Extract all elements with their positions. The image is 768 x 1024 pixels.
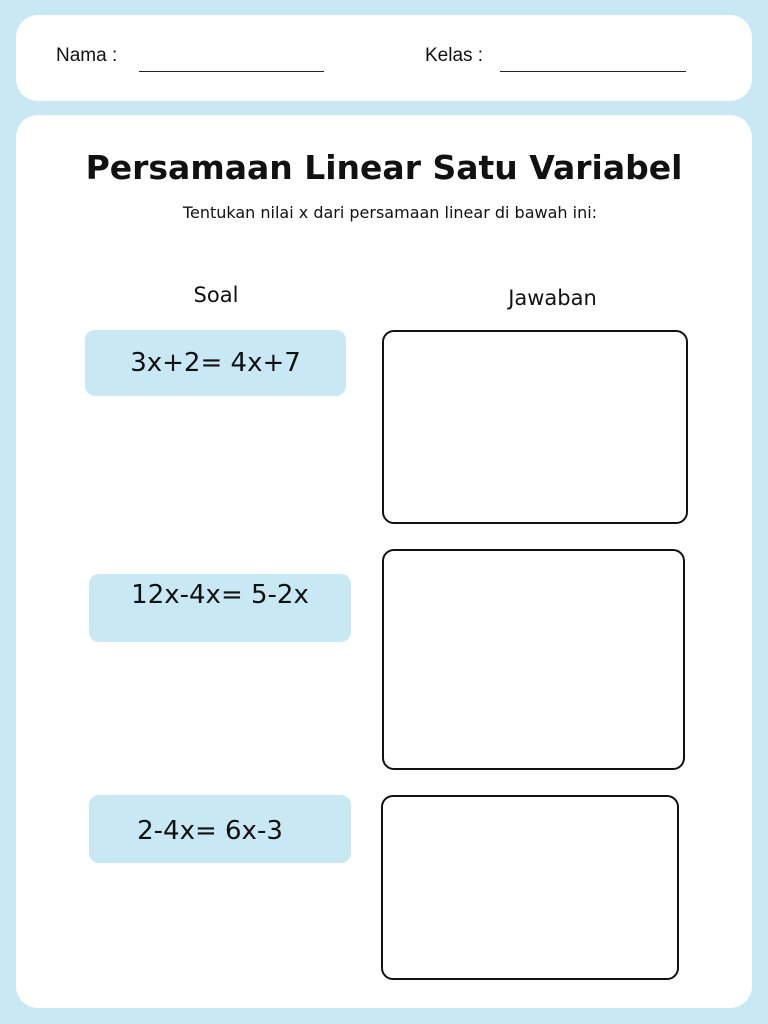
name-label: Nama : (56, 45, 118, 66)
answer-column-header: Jawaban (508, 286, 597, 310)
question-2: 12x-4x= 5-2x (89, 574, 351, 642)
header-card (16, 15, 752, 101)
answer-box-1[interactable] (382, 330, 688, 524)
question-column-header: Soal (193, 283, 239, 307)
worksheet-instruction: Tentukan nilai x dari persamaan linear di bawah ini: (182, 203, 598, 222)
answer-box-3[interactable] (381, 795, 679, 980)
worksheet-title: Persamaan Linear Satu Variabel (85, 148, 683, 187)
class-field[interactable] (500, 71, 686, 72)
name-field[interactable] (139, 71, 324, 72)
class-label: Kelas : (425, 45, 484, 66)
question-1: 3x+2= 4x+7 (85, 330, 346, 396)
question-3: 2-4x= 6x-3 (89, 795, 351, 863)
answer-box-2[interactable] (382, 549, 685, 770)
